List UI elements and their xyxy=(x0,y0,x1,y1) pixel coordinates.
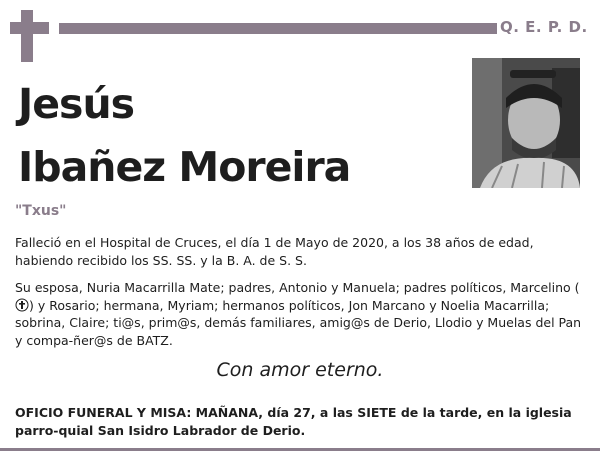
family-text-end: ) y Rosario; hermana, Myriam; hermanos políticos, Jon Marcano y Noelia Macarrilla; sobrina, Claire; ti@s, prim@s, demás familiares, amig@s de Derio, Llodio y Muelas del Pan y compa-ñer@s de BATZ. xyxy=(15,297,582,348)
family-text-start: Su esposa, Nuria Macarrilla Mate; padres, Antonio y Manuela; padres políticos, Marcelino ( xyxy=(15,280,580,295)
closing-phrase: Con amor eterno. xyxy=(216,359,384,381)
header-bar xyxy=(59,23,497,34)
death-paragraph: Falleció en el Hospital de Cruces, el día 1 de Mayo de 2020, a los 38 años de edad, habiendo recibido los SS. SS. y la B. A. de S. S. xyxy=(15,235,534,268)
family-paragraph xyxy=(15,279,585,349)
portrait-photo xyxy=(472,58,580,188)
nickname: "Txus" xyxy=(15,203,67,219)
qepd-label: Q. E. P. D. xyxy=(500,18,588,36)
bottom-rule xyxy=(0,448,600,451)
surnames: Ibañez Moreira xyxy=(18,143,351,191)
first-name: Jesús xyxy=(18,80,135,128)
funeral-details: OFICIO FUNERAL Y MISA: MAÑANA, día 27, a las SIETE de la tarde, en la iglesia parro-quial San Isidro Labrador de Derio. xyxy=(15,405,572,438)
small-cross-icon xyxy=(15,298,29,312)
